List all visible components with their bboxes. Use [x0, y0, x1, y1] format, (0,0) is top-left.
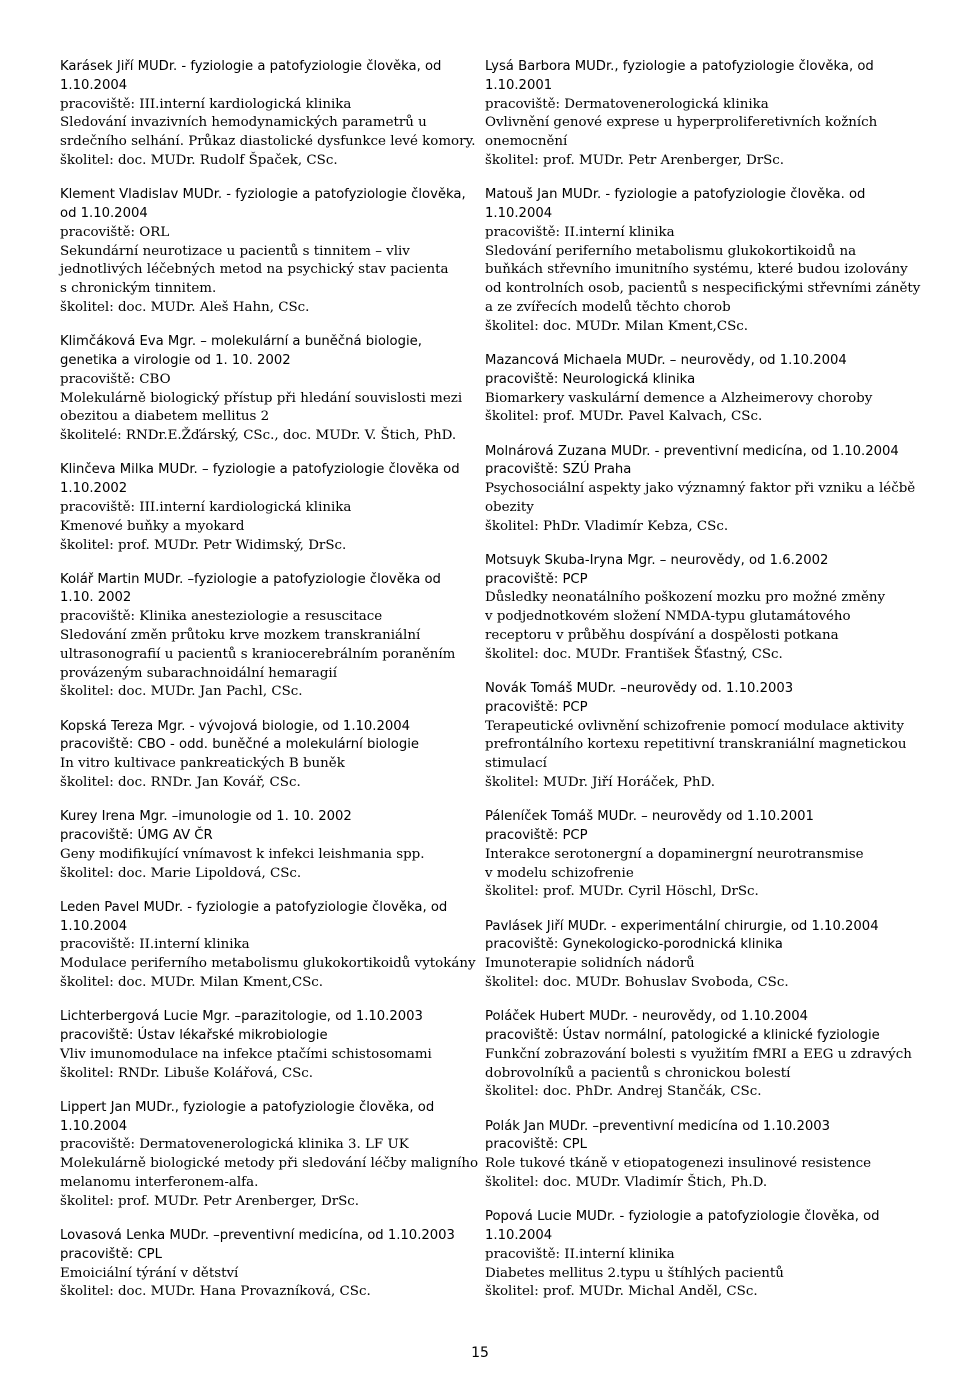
entry-line: pracoviště: ORL [60, 224, 170, 240]
student-entry [60, 58, 480, 171]
entry-line: Diabetes mellitus 2.typu u štíhlých pacientů [485, 1265, 784, 1281]
entry-line: pracoviště: Dermatovenerologická klinika 3. LF UK [60, 1137, 409, 1153]
entry-line: školitel: doc. Marie Lipoldová, CSc. [60, 865, 302, 881]
entry-line: melanomu interferonem-alfa. [60, 1174, 259, 1190]
entry-heading: Novák Tomáš MUDr. –neurovědy od. 1.10.2003 [485, 681, 794, 697]
entry-line: 1.10.2004 [60, 1118, 128, 1134]
entry-line: pracoviště: SZÚ Praha [485, 462, 632, 478]
entry-line: školitel: prof. MUDr. Petr Arenberger, DrSc. [485, 152, 785, 168]
entry-heading: Leden Pavel MUDr. - fyziologie a patofyziologie člověka, od [60, 899, 448, 915]
entry-line: obezity [485, 499, 534, 515]
entry-heading: Klimčáková Eva Mgr. – molekulární a buněčná biologie, [60, 334, 422, 350]
entry-heading: Lichterbergová Lucie Mgr. –parazitologie, od 1.10.2003 [60, 1009, 423, 1025]
entry-heading: Matouš Jan MUDr. - fyziologie a patofyziologie člověka. od [485, 187, 866, 203]
entry-line: pracoviště: Ústav normální, patologické a klinické fyziologie [485, 1027, 880, 1043]
entry-line: Psychosociální aspekty jako významný faktor při vzniku a léčbě [485, 481, 916, 497]
entry-heading: Molnárová Zuzana MUDr. - preventivní medicína, od 1.10.2004 [485, 443, 899, 459]
student-entry [60, 1008, 480, 1083]
entry-line: školitel: doc. MUDr. Milan Kment,CSc. [60, 975, 323, 990]
entry-line: 1.10. 2002 [60, 590, 132, 606]
student-entry [60, 461, 480, 555]
entry-line: Důsledky neonatálního poškození mozku pro možné změny [485, 590, 886, 606]
entry-line: školitel: doc. MUDr. Vladimír Štich, Ph.D. [485, 1174, 768, 1190]
entry-line: 1.10.2004 [60, 918, 128, 934]
entry-line: Molekulárně biologický přístup při hledání souvislosti mezi [60, 390, 463, 406]
entry-line: pracoviště: II.interní klinika [485, 224, 675, 240]
right-column [485, 58, 921, 1318]
entry-line: pracoviště: III.interní kardiologická klinika [60, 499, 352, 515]
entry-line: 1.10.2004 [485, 1227, 553, 1243]
entry-line: školitel: doc. MUDr. Jan Pachl, CSc. [60, 684, 303, 700]
entry-heading: Popová Lucie MUDr. - fyziologie a patofyziologie člověka, od [485, 1209, 880, 1225]
entry-line: školitel: prof. MUDr. Petr Arenberger, DrSc. [60, 1193, 360, 1209]
entry-heading: Pavlásek Jiří MUDr. - experimentální chirurgie, od 1.10.2004 [485, 918, 879, 934]
entry-line: Ovlivnění genové exprese u hyperproliferetivních kožních [485, 115, 878, 131]
entry-line: pracoviště: Ústav lékařské mikrobiologie [60, 1027, 328, 1043]
entry-line: od kontrolních osob, pacientů s nespecifickými střevními záněty [485, 281, 921, 297]
entry-line: školitel: doc. MUDr. Hana Provazníková, CSc. [60, 1284, 371, 1300]
entry-line: Funkční zobrazování bolesti s využitím fMRI a EEG u zdravých [485, 1046, 912, 1062]
student-entry [60, 1099, 480, 1212]
student-entry [485, 58, 905, 171]
student-entry [485, 1208, 905, 1302]
student-entry [485, 186, 921, 336]
entry-line: Interakce serotonergní a dopaminergní neurotransmise [485, 846, 864, 862]
entry-line: Terapeutické ovlivnění schizofrenie pomocí modulace aktivity [485, 718, 904, 734]
entry-line: pracoviště: Klinika anesteziologie a resuscitace [60, 609, 383, 625]
entry-line: od 1.10.2004 [60, 205, 148, 221]
entry-line: pracoviště: CPL [485, 1137, 587, 1153]
entry-heading: Poláček Hubert MUDr. - neurovědy, od 1.10.2004 [485, 1009, 809, 1025]
entry-heading: Kurey Irena Mgr. –imunologie od 1. 10. 2002 [60, 809, 352, 825]
entry-line: školitel: doc. PhDr. Andrej Stančák, CSc. [485, 1084, 762, 1100]
entry-line: Modulace periferního metabolismu glukokortikoidů vytokány [60, 956, 476, 972]
entry-line: genetika a virologie od 1. 10. 2002 [60, 352, 291, 368]
student-entry [485, 443, 916, 537]
entry-line: školitel: RNDr. Libuše Kolářová, CSc. [60, 1065, 314, 1081]
entry-line: prefrontálního kortexu repetitivní transkraniální magnetickou [485, 737, 907, 753]
entry-heading: Klement Vladislav MUDr. - fyziologie a patofyziologie člověka, [60, 187, 466, 203]
entry-heading: Mazancová Michaela MUDr. – neurovědy, od 1.10.2004 [485, 352, 847, 368]
entry-heading: Polák Jan MUDr. –preventivní medicína od 1.10.2003 [485, 1118, 831, 1134]
entry-line: Molekulárně biologické metody při sledování léčby maligního [60, 1156, 479, 1172]
entry-line: školitel: doc. MUDr. Rudolf Špaček, CSc. [60, 152, 338, 168]
entry-line: školitel: doc. MUDr. Bohuslav Svoboda, CSc. [485, 975, 789, 990]
entry-line: pracoviště: Dermatovenerologická klinika [485, 96, 769, 112]
entry-line: pracoviště: CBO - odd. buněčné a molekulární biologie [60, 737, 419, 753]
entry-line: Kmenové buňky a myokard [60, 518, 245, 534]
entry-line: pracoviště: II.interní klinika [60, 937, 250, 953]
left-column [60, 58, 480, 1318]
entry-line: Sledování změn průtoku krve mozkem transkraniální [60, 628, 421, 644]
entry-line: školitelé: RNDr.E.Žďárský, CSc., doc. MUDr. V. Štich, PhD. [60, 428, 457, 444]
entry-line: ultrasonografií u pacientů s kraniocerebrálním poraněním [60, 646, 456, 662]
entry-line: školitel: MUDr. Jiří Horáček, PhD. [485, 775, 716, 791]
entry-line: s chronickým tinnitem. [60, 281, 217, 297]
entry-line: Vliv imunomodulace na infekce ptačími schistosomami [60, 1046, 432, 1062]
entry-heading: Lovasová Lenka MUDr. –preventivní medicína, od 1.10.2003 [60, 1227, 455, 1243]
student-entry [485, 352, 905, 427]
entry-line: Sledování periferního metabolismu glukokortikoidů na [485, 243, 857, 259]
student-entry [485, 552, 905, 665]
entry-heading: Lippert Jan MUDr., fyziologie a patofyziologie člověka, od [60, 1099, 435, 1115]
entry-line: školitel: prof. MUDr. Michal Anděl, CSc. [485, 1284, 758, 1300]
entry-line: 1.10.2002 [60, 481, 128, 497]
entry-heading: Kopská Tereza Mgr. - vývojová biologie, od 1.10.2004 [60, 718, 411, 734]
entry-line: In vitro kultivace pankreatických B buněk [60, 756, 345, 772]
entry-line: pracoviště: III.interní kardiologická klinika [60, 96, 352, 112]
entry-line: 1.10.2001 [485, 77, 553, 93]
entry-line: pracoviště: Neurologická klinika [485, 371, 696, 387]
entry-line: receptoru v průběhu dospívání a dospělosti potkana [485, 628, 839, 644]
entry-line: provázeným subarachnoidální hemaragií [60, 665, 337, 681]
entry-heading: Páleníček Tomáš MUDr. – neurovědy od 1.10.2001 [485, 809, 814, 825]
entry-heading: Lysá Barbora MUDr., fyziologie a patofyziologie člověka, od [485, 59, 874, 74]
entry-line: buňkách střevního imunitního systému, které budou izolovány [485, 262, 908, 278]
entry-line: Imunoterapie solidních nádorů [485, 956, 695, 972]
student-entry [485, 1008, 912, 1102]
entry-line: a ze zvířecích modelů těchto chorob [485, 299, 731, 315]
entry-line: jednotlivých léčebných metod na psychický stav pacienta [60, 262, 449, 278]
entry-line: školitel: prof. MUDr. Petr Widimský, DrSc. [60, 537, 347, 553]
entry-line: školitel: doc. MUDr. František Šťastný, CSc. [485, 646, 783, 662]
student-entry [60, 571, 480, 703]
student-entry [60, 333, 480, 446]
entry-heading: Karásek Jiří MUDr. - fyziologie a patofyziologie člověka, od [60, 59, 442, 74]
entry-line: pracoviště: PCP [485, 571, 588, 587]
entry-line: pracoviště: ÚMG AV ČR [60, 828, 213, 844]
entry-line: pracoviště: Gynekologicko-porodnická klinika [485, 937, 783, 953]
entry-line: obezitou a diabetem mellitus 2 [60, 409, 270, 425]
entry-line: Sekundární neurotizace u pacientů s tinnitem – vliv [60, 243, 410, 259]
entry-line: dobrovolníků a pacientů s chronickou bolestí [485, 1065, 791, 1081]
entry-heading: Klinčeva Milka MUDr. – fyziologie a patofyziologie člověka od [60, 462, 460, 478]
entry-line: stimulací [485, 756, 547, 772]
student-entry [60, 718, 480, 793]
entry-line: školitel: prof. MUDr. Pavel Kalvach, CSc. [485, 409, 763, 425]
student-entry [60, 186, 480, 318]
student-entry [60, 1227, 480, 1302]
entry-line: v podjednotkovém složení NMDA-typu glutamátového [485, 609, 851, 625]
entry-line: školitel: PhDr. Vladimír Kebza, CSc. [485, 518, 729, 534]
student-entry [60, 808, 480, 883]
entry-heading: Kolář Martin MUDr. –fyziologie a patofyziologie člověka od [60, 571, 441, 587]
entry-line: pracoviště: PCP [485, 828, 588, 844]
entry-line: v modelu schizofrenie [485, 865, 634, 881]
student-entry [485, 808, 905, 902]
entry-heading: Motsuyk Skuba-Iryna Mgr. – neurovědy, od 1.6.2002 [485, 552, 829, 568]
entry-line: školitel: doc. MUDr. Aleš Hahn, CSc. [60, 299, 310, 315]
entry-line: Geny modifikující vnímavost k infekci leishmania spp. [60, 846, 425, 862]
page-number: 15 [471, 1345, 489, 1361]
student-entry [485, 918, 905, 993]
entry-line: pracoviště: PCP [485, 699, 588, 715]
entry-line: 1.10.2004 [60, 77, 128, 93]
entry-line: Emoiciální týrání v dětství [60, 1265, 239, 1281]
entry-line: školitel: doc. MUDr. Milan Kment,CSc. [485, 318, 748, 334]
entry-line: školitel: prof. MUDr. Cyril Höschl, DrSc. [485, 884, 759, 900]
student-entry [485, 1118, 905, 1193]
entry-line: 1.10.2004 [485, 205, 553, 221]
entry-line: pracoviště: CPL [60, 1246, 162, 1262]
entry-line: onemocnění [485, 134, 568, 150]
entry-line: pracoviště: CBO [60, 371, 171, 387]
entry-line: srdečního selhání. Průkaz diastolické dysfunkce levé komory. [60, 134, 476, 150]
entry-line: Role tukové tkáně v etiopatogenezi insulinové resistence [485, 1156, 872, 1172]
student-entry [485, 680, 905, 793]
entry-line: Biomarkery vaskulární demence a Alzheimerovy choroby [485, 390, 873, 406]
entry-line: pracoviště: II.interní klinika [485, 1246, 675, 1262]
entry-line: školitel: doc. RNDr. Jan Kovář, CSc. [60, 775, 301, 791]
entry-line: Sledování invazivních hemodynamických parametrů u [60, 115, 427, 131]
student-entry [60, 899, 480, 993]
